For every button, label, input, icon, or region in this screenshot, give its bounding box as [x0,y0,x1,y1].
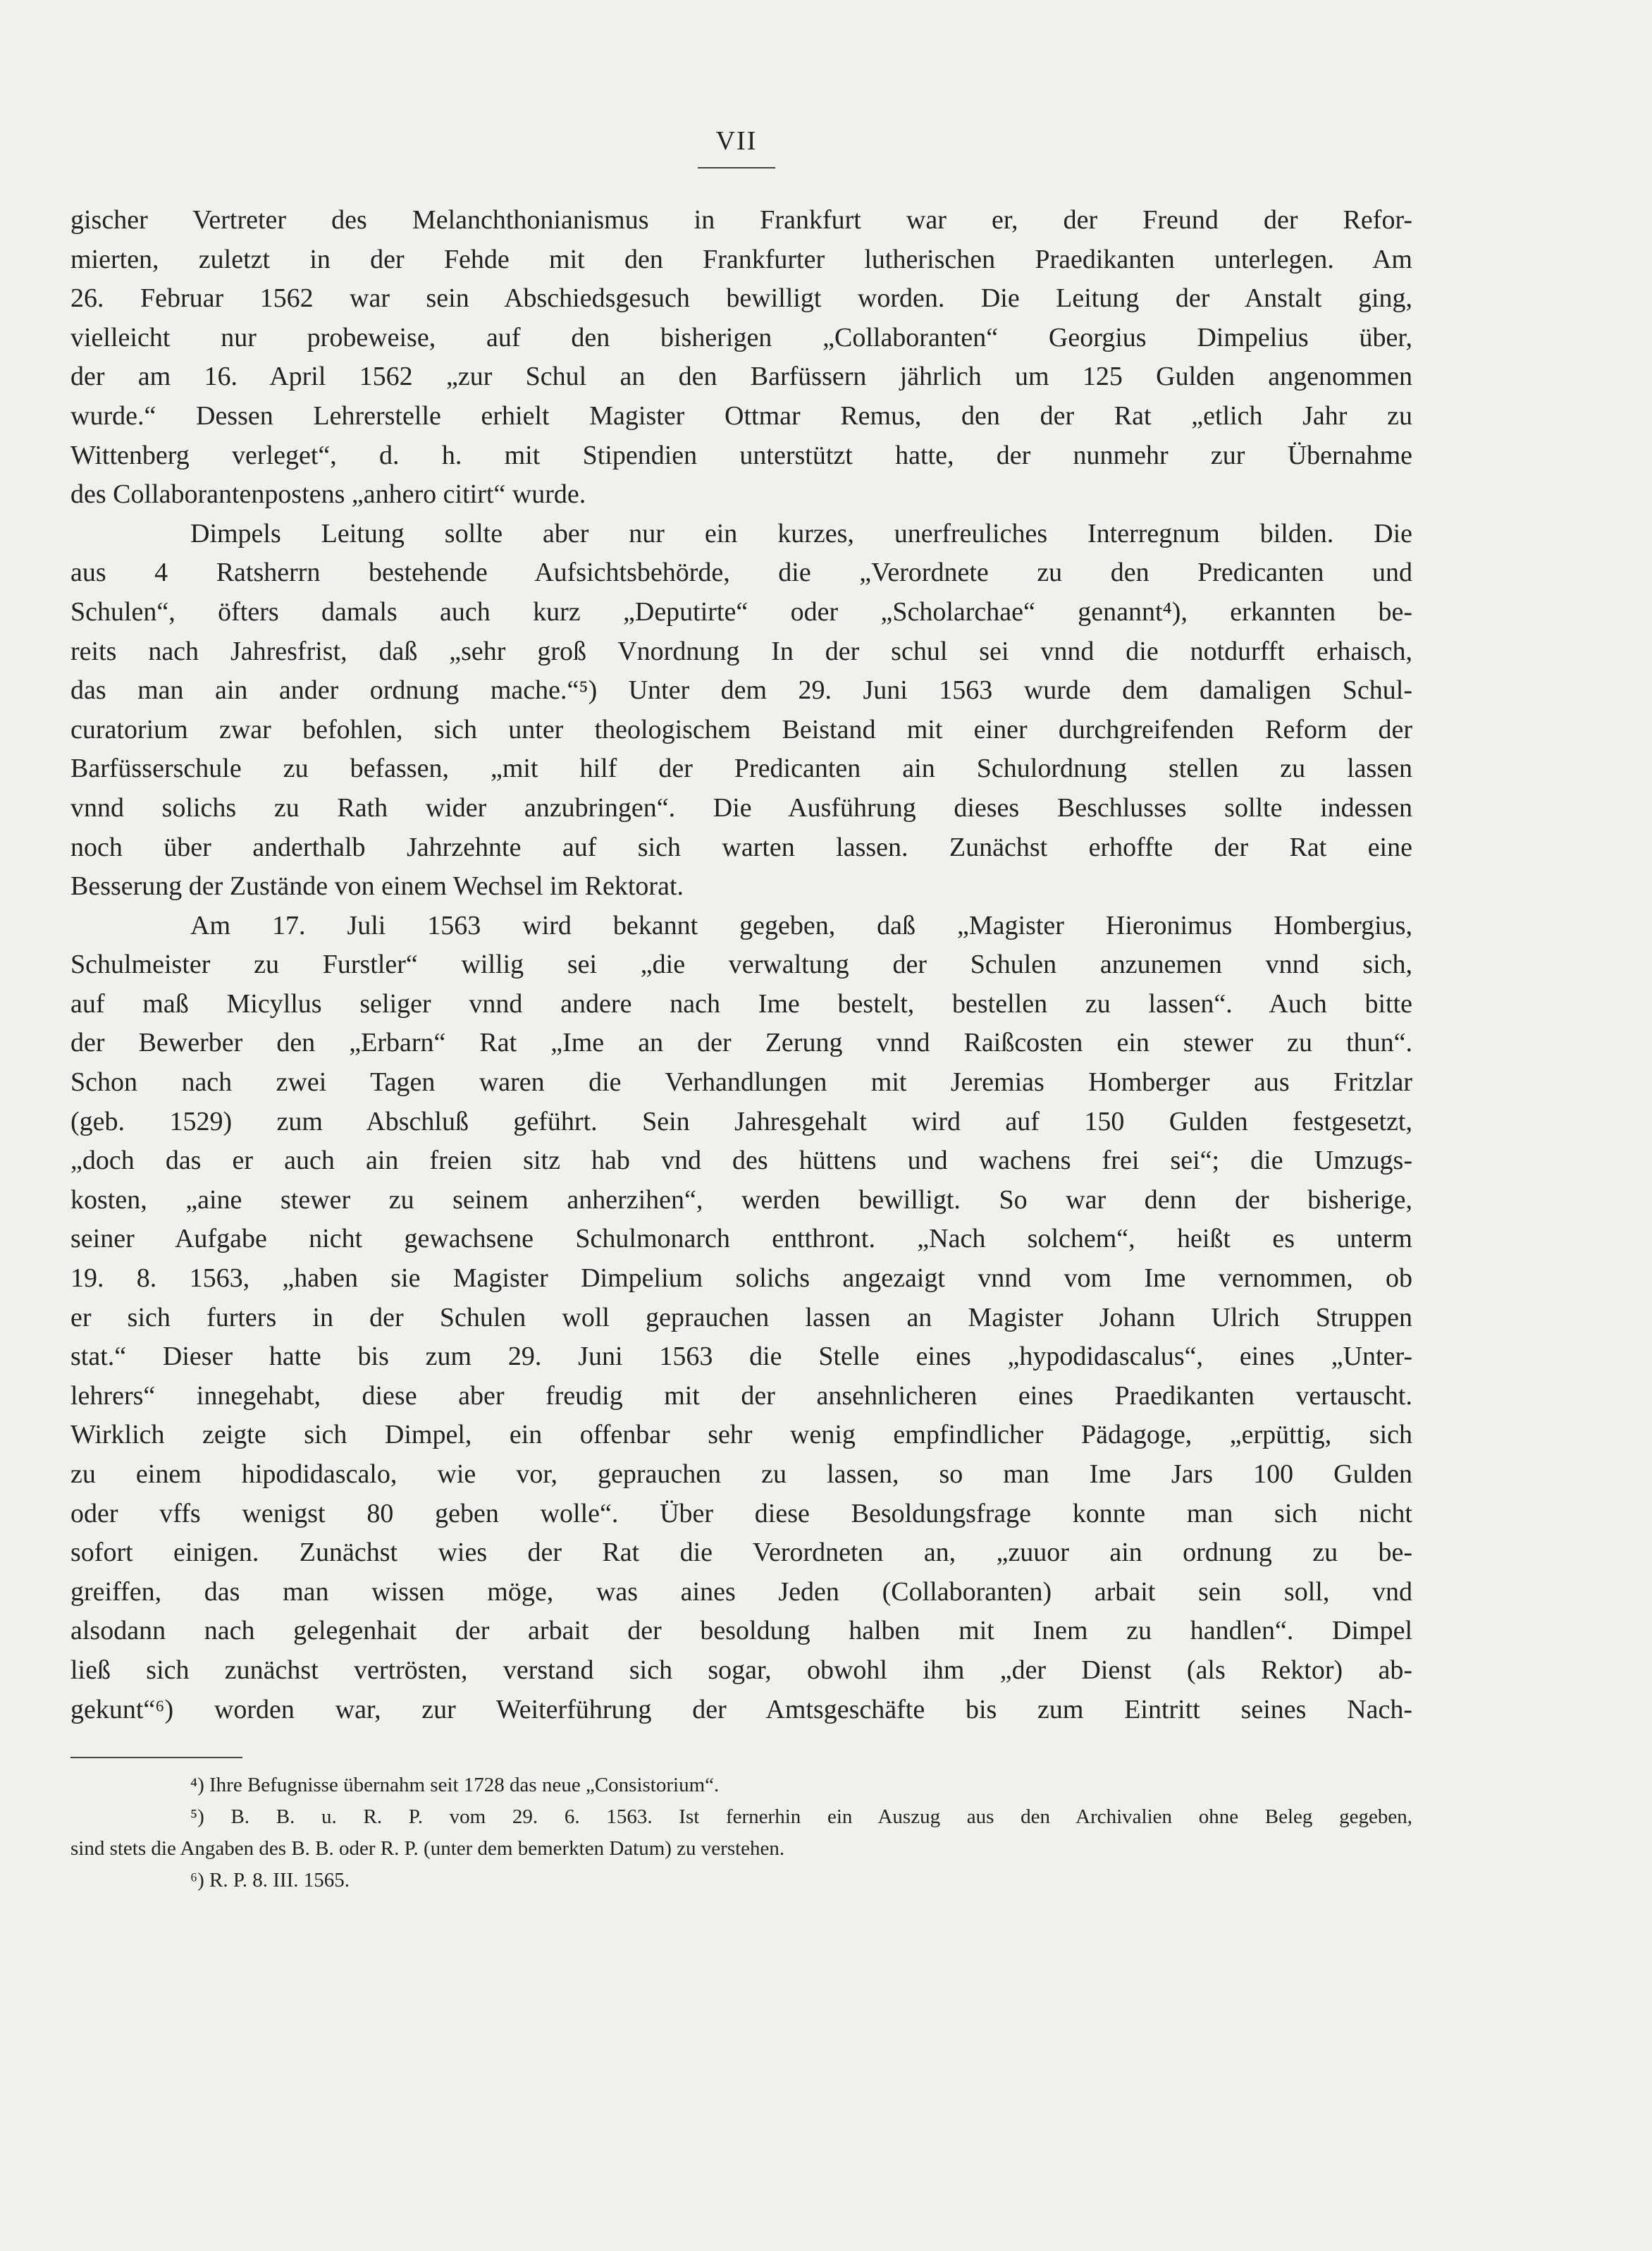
footnotes [70,1769,1412,1896]
body-line: das man ain ander ordnung mache.“⁵) Unter dem 29. Juni 1563 wurde dem damaligen Schul- [70,675,1412,706]
footnote-line: ⁵) B. B. u. R. P. vom 29. 6. 1563. Ist fernerhin ein Auszug aus den Archivalien ohne Beleg gegeben, [190,1805,1412,1828]
body-line: Schon nach zwei Tagen waren die Verhandlungen mit Jeremias Homberger aus Fritzlar [70,1067,1412,1098]
body-line: lehrers“ innegehabt, diese aber freudig mit der ansehnlicheren eines Praedikanten vertauscht. [70,1380,1412,1411]
body-line: greiffen, das man wissen möge, was aines Jeden (Collaboranten) arbait sein soll, vnd [70,1576,1412,1607]
body-line: „doch das er auch ain freien sitz hab vnd des hüttens und wachens frei sei“; die Umzugs- [70,1146,1412,1176]
footnote-line: sind stets die Angaben des B. B. oder R. P. (unter dem bemerkten Datum) zu verstehen. [70,1837,785,1860]
body-line: der Bewerber den „Erbarn“ Rat „Ime an der Zerung vnnd Raißcosten ein stewer zu thun“. [70,1028,1412,1058]
body-line: noch über anderthalb Jahrzehnte auf sich warten lassen. Zunächst erhoffte der Rat eine [70,832,1412,862]
body-line: des Collaborantenpostens „anhero citirt“ wurde. [70,479,586,510]
body-line: Dimpels Leitung sollte aber nur ein kurzes, unerfreuliches Interregnum bilden. Die [190,518,1412,548]
page-number: VII [715,126,758,156]
body-line: vnnd solichs zu Rath wider anzubringen“. Die Ausführung dieses Beschlusses sollte indessen [70,792,1412,823]
body-text [70,201,1412,1729]
body-line: Wirklich zeigte sich Dimpel, ein offenbar sehr wenig empfindlicher Pädagoge, „erpüttig, sich [70,1420,1412,1450]
body-line: Schulmeister zu Furstler“ willig sei „die verwaltung der Schulen anzunemen vnnd sich, [70,950,1412,980]
body-line: aus 4 Ratsherrn bestehende Aufsichtsbehörde, die „Verordnete zu den Predicanten und [70,558,1412,588]
page-number-rule [698,167,775,168]
body-line: kosten, „aine stewer zu seinem anherzihen“, werden bewilligt. So war denn der bisherige, [70,1184,1412,1215]
footnote-rule [70,1757,242,1758]
body-line: curatorium zwar befohlen, sich unter theologischem Beistand mit einer durchgreifenden Reform der [70,714,1412,744]
body-line: oder vffs wenigst 80 geben wolle“. Über diese Besoldungsfrage konnte man sich nicht [70,1498,1412,1528]
body-line: gischer Vertreter des Melanchthonianismus in Frankfurt war er, der Freund der Refor- [70,205,1412,235]
body-line: vielleicht nur probeweise, auf den bisherigen „Collaboranten“ Georgius Dimpelius über, [70,322,1412,352]
body-line: gekunt“⁶) worden war, zur Weiterführung der Amtsgeschäfte bis zum Eintritt seines Nach- [70,1694,1412,1724]
body-line: reits nach Jahresfrist, daß „sehr groß Vnordnung In der schul sei vnnd die notdurfft erhaisch, [70,636,1412,666]
body-line: Am 17. Juli 1563 wird bekannt gegeben, daß „Magister Hieronimus Hombergius, [190,910,1412,940]
body-line: auf maß Micyllus seliger vnnd andere nach Ime bestelt, bestellen zu lassen“. Auch bitte [70,988,1412,1019]
body-line: sofort einigen. Zunächst wies der Rat die Verordneten an, „zuuor ain ordnung zu be- [70,1538,1412,1568]
body-line: Schulen“, öfters damals auch kurz „Deputirte“ oder „Scholarchae“ genannt⁴), erkannten be- [70,596,1412,627]
footnote-line: ⁶) R. P. 8. III. 1565. [190,1869,350,1891]
body-line: er sich furters in der Schulen woll geprauchen lassen an Magister Johann Ulrich Struppen [70,1302,1412,1332]
body-line: 19. 8. 1563, „haben sie Magister Dimpelium solichs angezaigt vnnd vom Ime vernommen, ob [70,1263,1412,1294]
footnote-line: ⁴) Ihre Befugnisse übernahm seit 1728 das neue „Consistorium“. [190,1774,720,1796]
body-line: 26. Februar 1562 war sein Abschiedsgesuch bewilligt worden. Die Leitung der Anstalt ging, [70,283,1412,314]
body-line: stat.“ Dieser hatte bis zum 29. Juni 1563 die Stelle eines „hypodidascalus“, eines „Unter- [70,1342,1412,1372]
body-line: Besserung der Zustände von einem Wechsel im Rektorat. [70,871,684,902]
body-line: seiner Aufgabe nicht gewachsene Schulmonarch entthront. „Nach solchem“, heißt es unterm [70,1224,1412,1254]
body-line: der am 16. April 1562 „zur Schul an den Barfüssern jährlich um 125 Gulden angenommen [70,362,1412,392]
body-line: mierten, zuletzt in der Fehde mit den Frankfurter lutherischen Praedikanten unterlegen. Am [70,244,1412,274]
body-line: (geb. 1529) zum Abschluß geführt. Sein Jahresgehalt wird auf 150 Gulden festgesetzt, [70,1106,1412,1136]
body-line: wurde.“ Dessen Lehrerstelle erhielt Magister Ottmar Remus, den der Rat „etlich Jahr zu [70,400,1412,431]
body-line: zu einem hipodidascalo, wie vor, geprauchen zu lassen, so man Ime Jars 100 Gulden [70,1459,1412,1489]
body-line: Barfüsserschule zu befassen, „mit hilf der Predicanten ain Schulordnung stellen zu lassen [70,754,1412,784]
body-line: ließ sich zunächst vertrösten, verstand sich sogar, obwohl ihm „der Dienst (als Rektor) ab- [70,1655,1412,1685]
body-line: Wittenberg verleget“, d. h. mit Stipendien unterstützt hatte, der nunmehr zur Übernahme [70,440,1412,470]
body-line: alsodann nach gelegenhait der arbait der besoldung halben mit Inem zu handlen“. Dimpel [70,1616,1412,1646]
